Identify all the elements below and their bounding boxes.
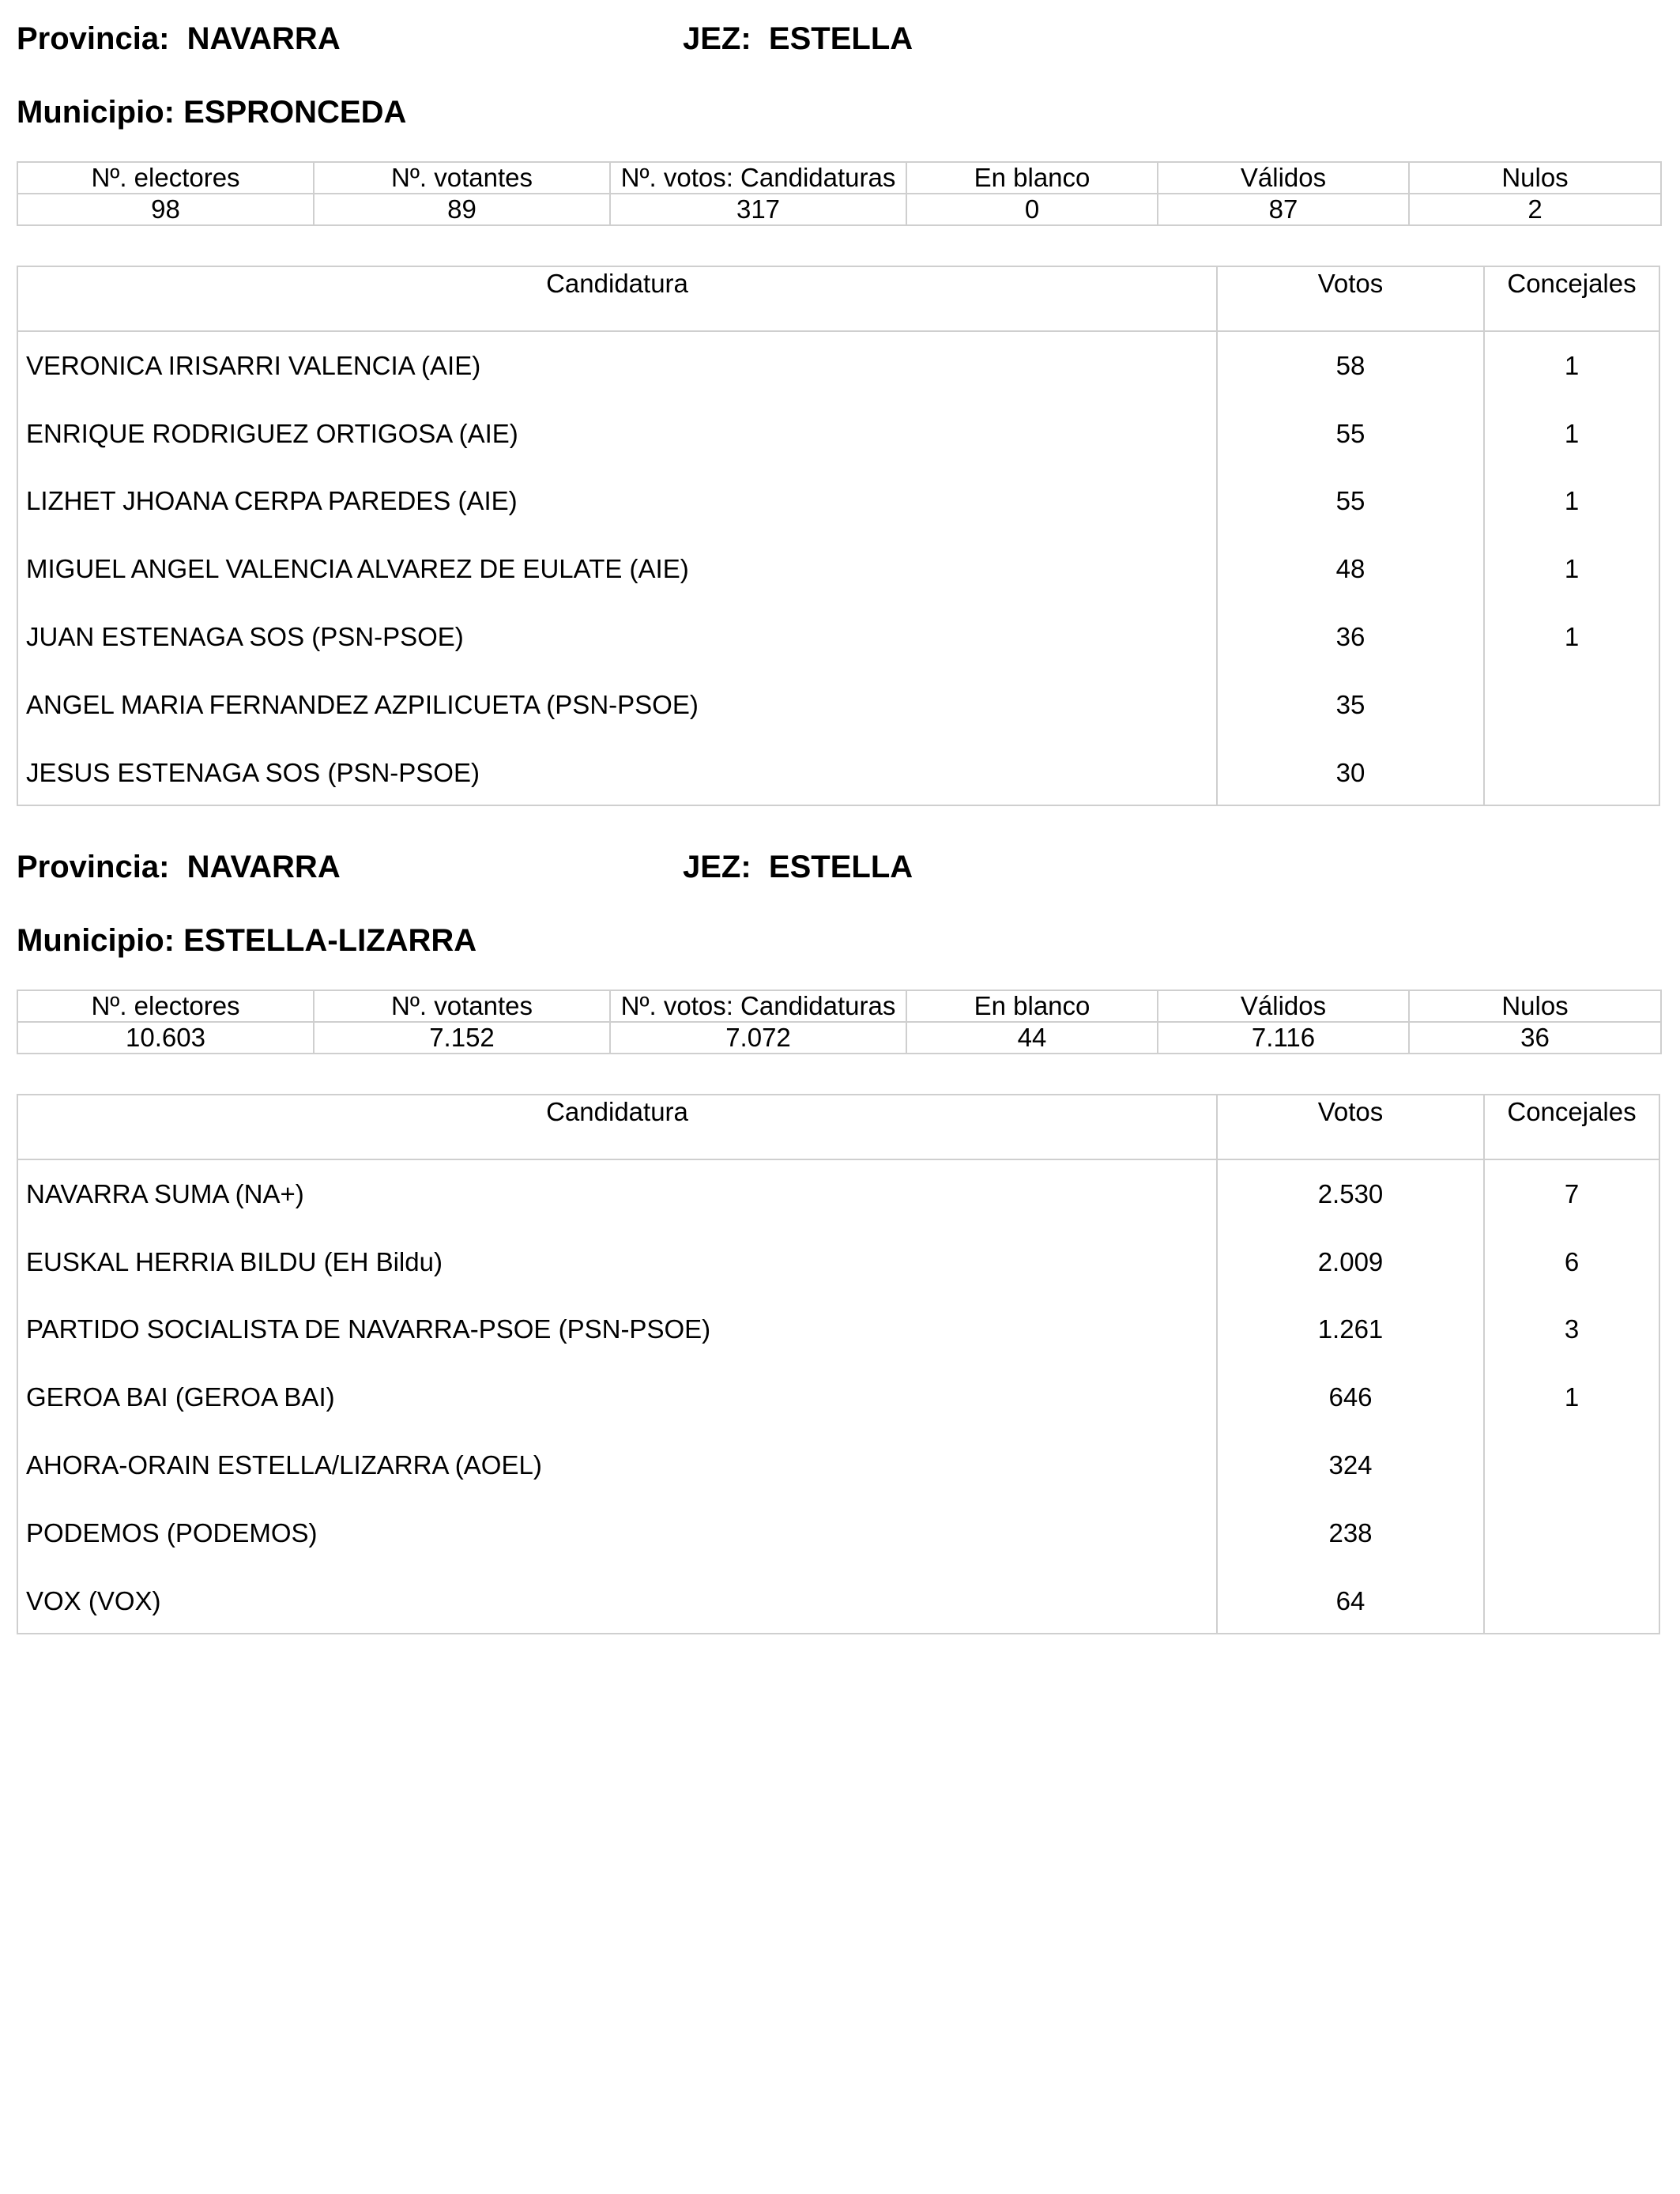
stats-header-row [17, 990, 1661, 1022]
table-row [18, 1431, 1659, 1499]
municipio-label: Municipio: [17, 923, 175, 958]
municipio-label: Municipio: [17, 95, 175, 130]
stats-value-cell: 0 [906, 194, 1158, 225]
stats-header-cell: Nulos [1409, 162, 1661, 194]
stats-value-cell: 317 [610, 194, 906, 225]
candidato-name: JUAN ESTENAGA SOS (PSN-PSOE) [26, 622, 464, 651]
table-row [18, 1295, 1659, 1363]
stats-header-cell: Nulos [1409, 990, 1661, 1022]
candidato-name: ANGEL MARIA FERNANDEZ AZPILICUETA (PSN-PSOE) [26, 690, 699, 719]
candidato-concejales: 1 [1564, 351, 1580, 380]
header-concejales: Concejales [1507, 269, 1637, 298]
candidato-votos: 2.530 [1317, 1179, 1384, 1208]
table-row [18, 1499, 1659, 1567]
provincia-value: NAVARRA [186, 850, 341, 884]
stats-header-cell: En blanco [906, 162, 1158, 194]
candidato-votos: 48 [1335, 554, 1365, 583]
candidato-votos: 64 [1335, 1586, 1365, 1615]
jez-value: ESTELLA [768, 850, 913, 884]
candidato-name: ENRIQUE RODRIGUEZ ORTIGOSA (AIE) [26, 419, 518, 448]
header-candidatura: Candidatura [546, 1097, 688, 1126]
candidato-concejales: 1 [1564, 554, 1580, 583]
stats-value-cell: 44 [906, 1022, 1158, 1054]
candidato-concejales: 1 [1564, 622, 1580, 651]
jez-label: JEZ: [683, 850, 751, 884]
candidato-concejales: 7 [1564, 1179, 1580, 1208]
candidato-name: JESUS ESTENAGA SOS (PSN-PSOE) [26, 758, 480, 787]
stats-value-cell: 2 [1409, 194, 1661, 225]
candidato-votos: 324 [1328, 1450, 1373, 1480]
candidato-votos: 238 [1328, 1518, 1373, 1547]
candidato-votos: 36 [1335, 622, 1365, 651]
provincia-heading [17, 848, 341, 886]
candidato-votos: 55 [1335, 486, 1365, 515]
candidato-concejales: 1 [1564, 1382, 1580, 1412]
jez-heading [683, 848, 913, 886]
candidato-votos: 55 [1335, 419, 1365, 448]
candidato-votos: 58 [1335, 351, 1365, 380]
table-row [18, 467, 1659, 535]
candidato-name: PARTIDO SOCIALISTA DE NAVARRA-PSOE (PSN-PSOE) [26, 1314, 711, 1344]
candidato-name: AHORA-ORAIN ESTELLA/LIZARRA (AOEL) [26, 1450, 542, 1480]
candidato-name: PODEMOS (PODEMOS) [26, 1518, 318, 1547]
table-row [18, 603, 1659, 671]
candidato-votos: 1.261 [1317, 1314, 1384, 1344]
stats-value-row [17, 1022, 1661, 1054]
stats-value-cell: 7.152 [314, 1022, 610, 1054]
municipio-value: ESPRONCEDA [183, 95, 407, 130]
candidato-name: MIGUEL ANGEL VALENCIA ALVAREZ DE EULATE (AIE) [26, 554, 689, 583]
provincia-label: Provincia: [17, 21, 170, 56]
table-row [18, 1363, 1659, 1431]
candidato-concejales: 1 [1564, 486, 1580, 515]
stats-value-cell: 10.603 [17, 1022, 314, 1054]
candidato-votos: 646 [1328, 1382, 1373, 1412]
table-row [18, 1567, 1659, 1635]
stats-value-cell: 89 [314, 194, 610, 225]
table-row [18, 400, 1659, 468]
candidato-name: EUSKAL HERRIA BILDU (EH Bildu) [26, 1247, 443, 1276]
candidato-votos: 2.009 [1317, 1247, 1384, 1276]
table-row [18, 332, 1659, 400]
stats-value-cell: 98 [17, 194, 314, 225]
stats-header-row [17, 162, 1661, 194]
provincia-value: NAVARRA [186, 21, 341, 56]
provincia-heading [17, 20, 341, 58]
stats-header-cell: Nº. electores [17, 990, 314, 1022]
candidato-concejales: 6 [1564, 1247, 1580, 1276]
candidato-votos: 35 [1335, 690, 1365, 719]
candidato-concejales: 3 [1564, 1314, 1580, 1344]
candidato-name: NAVARRA SUMA (NA+) [26, 1179, 304, 1208]
candidato-name: VERONICA IRISARRI VALENCIA (AIE) [26, 351, 481, 380]
stats-value-cell: 7.072 [610, 1022, 906, 1054]
stats-value-row [17, 194, 1661, 225]
table-row [18, 1160, 1659, 1228]
stats-table [17, 990, 1662, 1054]
header-candidatura: Candidatura [546, 269, 688, 298]
stats-value-cell: 7.116 [1158, 1022, 1409, 1054]
table-row [18, 1228, 1659, 1296]
stats-header-cell: Válidos [1158, 990, 1409, 1022]
stats-header-cell: En blanco [906, 990, 1158, 1022]
header-votos: Votos [1317, 269, 1384, 298]
candidato-name: VOX (VOX) [26, 1586, 161, 1615]
table-row [18, 671, 1659, 739]
stats-table [17, 161, 1662, 226]
jez-value: ESTELLA [768, 21, 913, 56]
municipio-section [17, 844, 1660, 1634]
stats-value-cell: 36 [1409, 1022, 1661, 1054]
stats-value-cell: 87 [1158, 194, 1409, 225]
table-row [18, 739, 1659, 807]
header-votos: Votos [1317, 1097, 1384, 1126]
jez-label: JEZ: [683, 21, 751, 56]
stats-header-cell: Nº. votos: Candidaturas [610, 162, 906, 194]
stats-header-cell: Nº. votantes [314, 162, 610, 194]
header-concejales: Concejales [1507, 1097, 1637, 1126]
candidaturas-table [17, 266, 1660, 806]
candidato-concejales: 1 [1564, 419, 1580, 448]
municipio-heading [17, 922, 477, 959]
candidato-name: LIZHET JHOANA CERPA PAREDES (AIE) [26, 486, 518, 515]
municipio-value: ESTELLA-LIZARRA [183, 923, 477, 958]
jez-heading [683, 20, 913, 58]
provincia-label: Provincia: [17, 850, 170, 884]
table-row [18, 535, 1659, 603]
stats-header-cell: Nº. votos: Candidaturas [610, 990, 906, 1022]
municipio-heading [17, 93, 406, 131]
municipio-section [17, 16, 1660, 806]
candidato-name: GEROA BAI (GEROA BAI) [26, 1382, 335, 1412]
stats-header-cell: Nº. votantes [314, 990, 610, 1022]
stats-header-cell: Válidos [1158, 162, 1409, 194]
candidato-votos: 30 [1335, 758, 1365, 787]
candidaturas-table [17, 1094, 1660, 1634]
stats-header-cell: Nº. electores [17, 162, 314, 194]
